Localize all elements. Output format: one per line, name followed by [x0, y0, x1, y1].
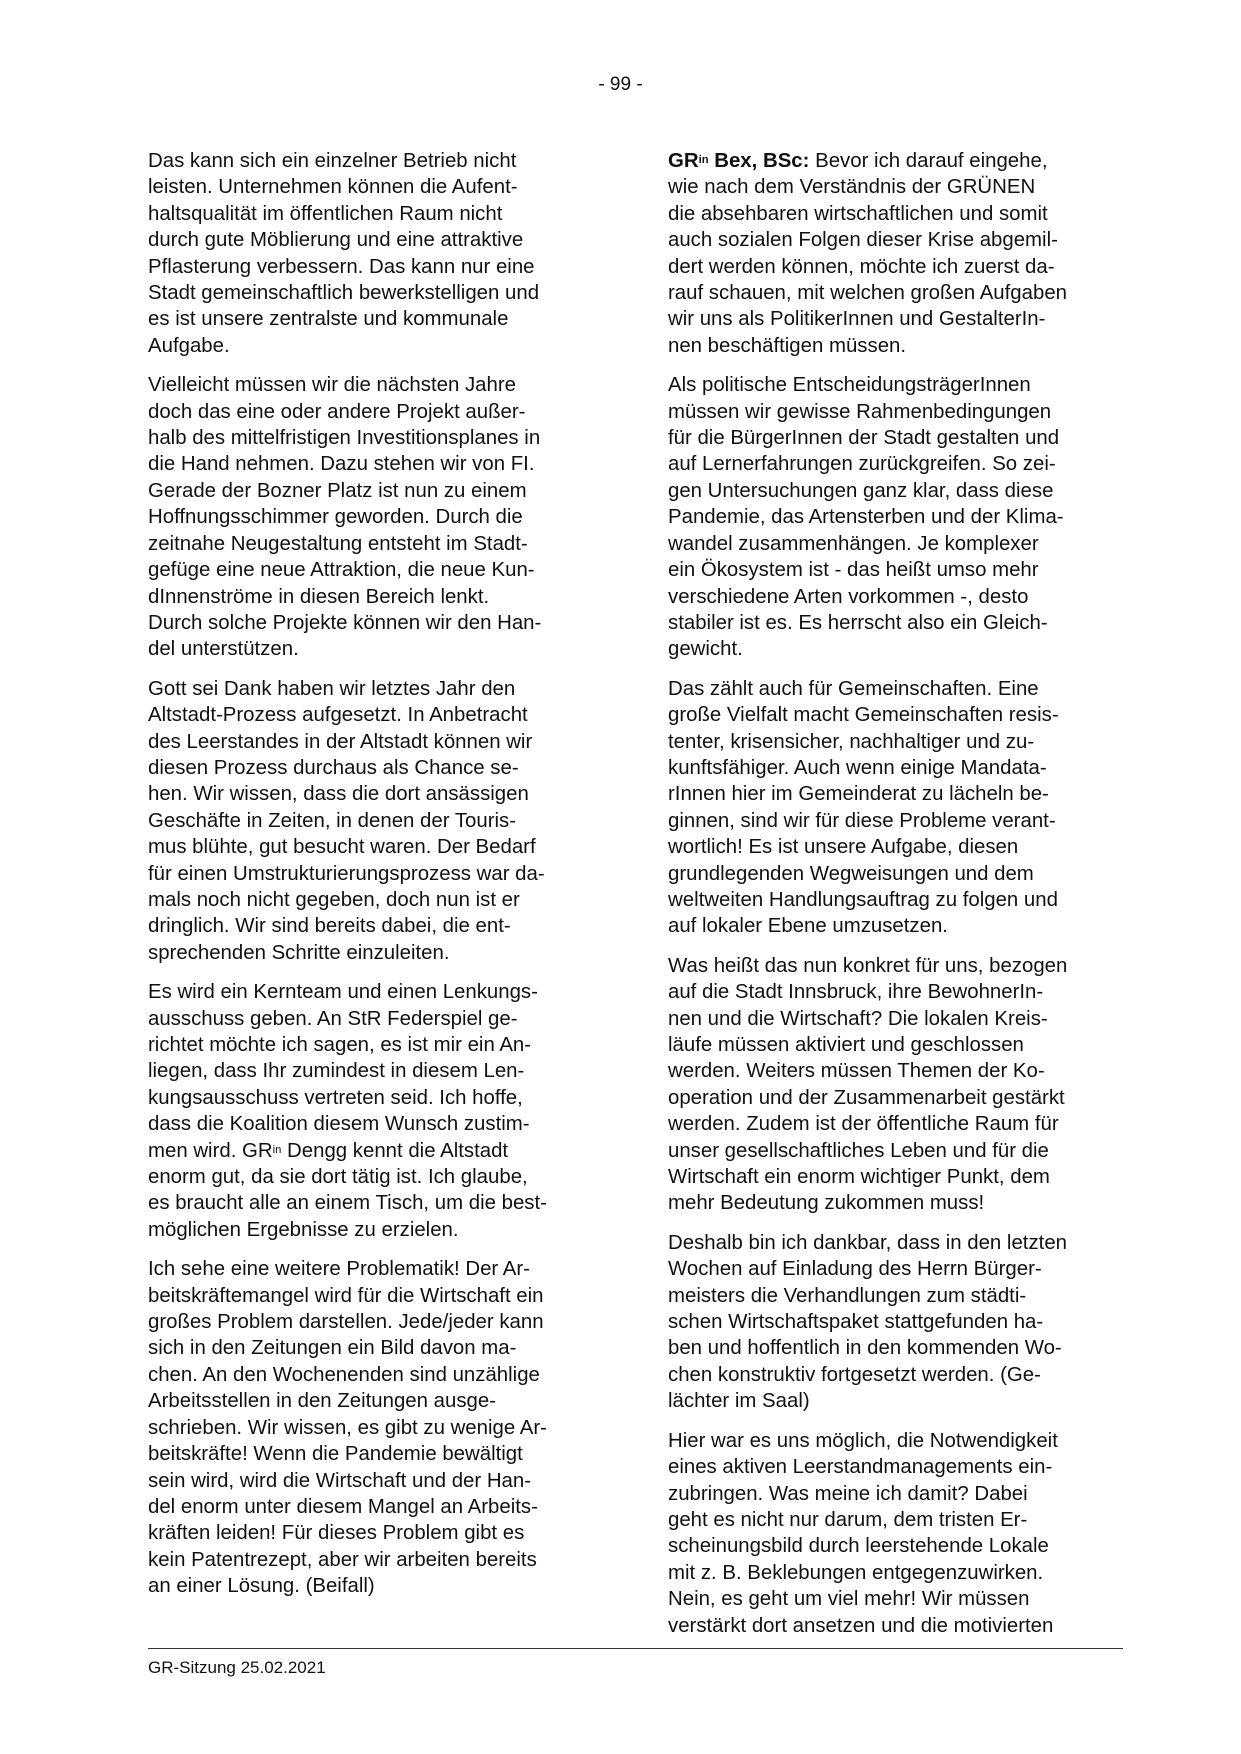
paragraph: $GR^{in}$ Bex, BSc: Bevor ich darauf eingehe, wie nach dem Verständnis der GRÜNEN die absehbaren wirtschaftlichen und somit auch sozialen Folgen dieser Krise abgemil- dert werden können, möchte ich zuerst da- rauf schauen, mit welchen großen Aufgaben wir uns als PolitikerInnen und GestalterIn- nen beschäftigen müssen. [668, 148, 1123, 359]
speaker-name: $GR^{in}$ Bex, BSc: [668, 150, 810, 172]
paragraph: Als politische EntscheidungsträgerInnen müssen wir gewisse Rahmenbedingungen für die BürgerInnen der Stadt gestalten und auf Lernerfahrungen zurückgreifen. So zei- gen Untersuchungen ganz klar, dass diese Pandemie, das Artensterben und der Klima- wandel zusammenhängen. Je komplexer ein Ökosystem ist - das heißt umso mehr verschiedene Arten vorkommen -, desto stabiler ist es. Es herrscht also ein Gleich- gewicht. [668, 374, 1064, 661]
page-number: - 99 - [598, 74, 643, 95]
speaker-line: $GR^{in}$ Bex, BSc: Bevor ich darauf eingehe, [668, 150, 1048, 172]
paragraph: Das zählt auch für Gemeinschaften. Eine große Vielfalt macht Gemeinschaften resis- tenter, krisensicher, nachhaltiger und zu- kunftsfähiger. Auch wenn einige Mandata- rInnen hier im Gemeinderat zu lächeln be- ginnen, sind wir für diese Probleme verant- wortlich! Es ist unsere Aufgabe, diesen grundlegenden Wegweisungen und dem weltweiten Handlungsauftrag zu folgen und auf lokaler Ebene umzusetzen. [668, 677, 1059, 938]
paragraph: Vielleicht müssen wir die nächsten Jahre doch das eine oder andere Projekt außer- halb des mittelfristigen Investitionsplanes in die Hand nehmen. Dazu stehen wir von FI. Gerade der Bozner Platz ist nun zu einem Hoffnungsschimmer geworden. Durch die zeitnahe Neugestaltung entsteht im Stadt- gefüge eine neue Attraktion, die neue Kun- dInnenströme in diesen Bereich lenkt. Durch solche Projekte können wir den Han- del unterstützen. [148, 374, 542, 661]
paragraph: Gott sei Dank haben wir letztes Jahr den Altstadt-Prozess aufgesetzt. In Anbetracht des Leerstandes in der Altstadt können wir diesen Prozess durchaus als Chance se- hen. Wir wissen, dass die dort ansässigen Geschäfte in Zeiten, in denen der Touris- mus blühte, gut besucht waren. Der Bedarf für einen Umstrukturierungsprozess war da- mals noch nicht gegeben, doch nun ist er dringlich. Wir sind bereits dabei, die ent- sprechenden Schritte einzuleiten. [148, 677, 545, 964]
paragraph: Es wird ein Kernteam und einen Lenkungs- ausschuss geben. An StR Federspiel ge- richtet möchte ich sagen, es ist mir ein An- liegen, dass Ihr zumindest in diesem Len- kungsausschuss vertreten seid. Ich hoffe, dass die Koalition diesem Wunsch zustim- men wird. $GR^{in}$ Dengg kennt die Altstadt enorm gut, da sie dort tätig ist. Ich glaube, es braucht alle an einem Tisch, um die best- möglichen Ergebnisse zu erzielen. [148, 979, 603, 1243]
paragraph: Was heißt das nun konkret für uns, bezogen auf die Stadt Innsbruck, ihre BewohnerIn- nen und die Wirtschaft? Die lokalen Kreis- läufe müssen aktiviert und geschlossen werden. Weiters müssen Themen der Ko- operation und der Zusammenarbeit gestärkt werden. Zudem ist der öffentliche Raum für unser gesellschaftliches Leben und für die Wirtschaft ein enorm wichtiger Punkt, dem mehr Bedeutung zukommen muss! [668, 954, 1068, 1215]
paragraph: Das kann sich ein einzelner Betrieb nicht leisten. Unternehmen können die Aufent- haltsqualität im öffentlichen Raum nicht durch gute Möblierung und eine attraktive Pflasterung verbessern. Das kann nur eine Stadt gemeinschaftlich bewerkstelligen und es ist unsere zentralste und kommunale Aufgabe. [148, 150, 540, 357]
footer-session-date: GR-Sitzung 25.02.2021 [148, 1658, 326, 1677]
left-column [148, 148, 603, 1613]
paragraph: Deshalb bin ich dankbar, dass in den letzten Wochen auf Einladung des Herrn Bürger- meisters die Verhandlungen zum städti- schen Wirtschaftspaket stattgefunden ha- ben und hoffentlich in den kommenden Wo- chen konstruktiv fortgesetzt werden. (Ge- lächter im Saal) [668, 1231, 1068, 1413]
paragraph: Ich sehe eine weitere Problematik! Der Ar- beitskräftemangel wird für die Wirtschaft ein großes Problem darstellen. Jede/jeder kann sich in den Zeitungen ein Bild davon ma- chen. An den Wochenenden sind unzählige Arbeitsstellen in den Zeitungen ausge- schrieben. Wir wissen, es gibt zu wenige Ar- beitskräfte! Wenn die Pandemie bewältigt sein wird, wird die Wirtschaft und der Han- del enorm unter diesem Mangel an Arbeits- kräften leiden! Für dieses Problem gibt es kein Patentrezept, aber wir arbeiten bereits an einer Lösung. (Beifall) [148, 1258, 547, 1598]
right-column [668, 148, 1123, 1652]
paragraph: Hier war es uns möglich, die Notwendigkeit eines aktiven Leerstandmanagements ein- zubringen. Was meine ich damit? Dabei geht es nicht nur darum, dem tristen Er- scheinungsbild durch leerstehende Lokale mit z. B. Beklebungen entgegenzuwirken. Nein, es geht um viel mehr! Wir müssen verstärkt dort ansetzen und die motivierten [668, 1429, 1058, 1637]
footer-divider [148, 1648, 1123, 1649]
gr-dengg-line: men wird. $GR^{in}$ Dengg kennt die Altstadt [148, 1139, 509, 1162]
